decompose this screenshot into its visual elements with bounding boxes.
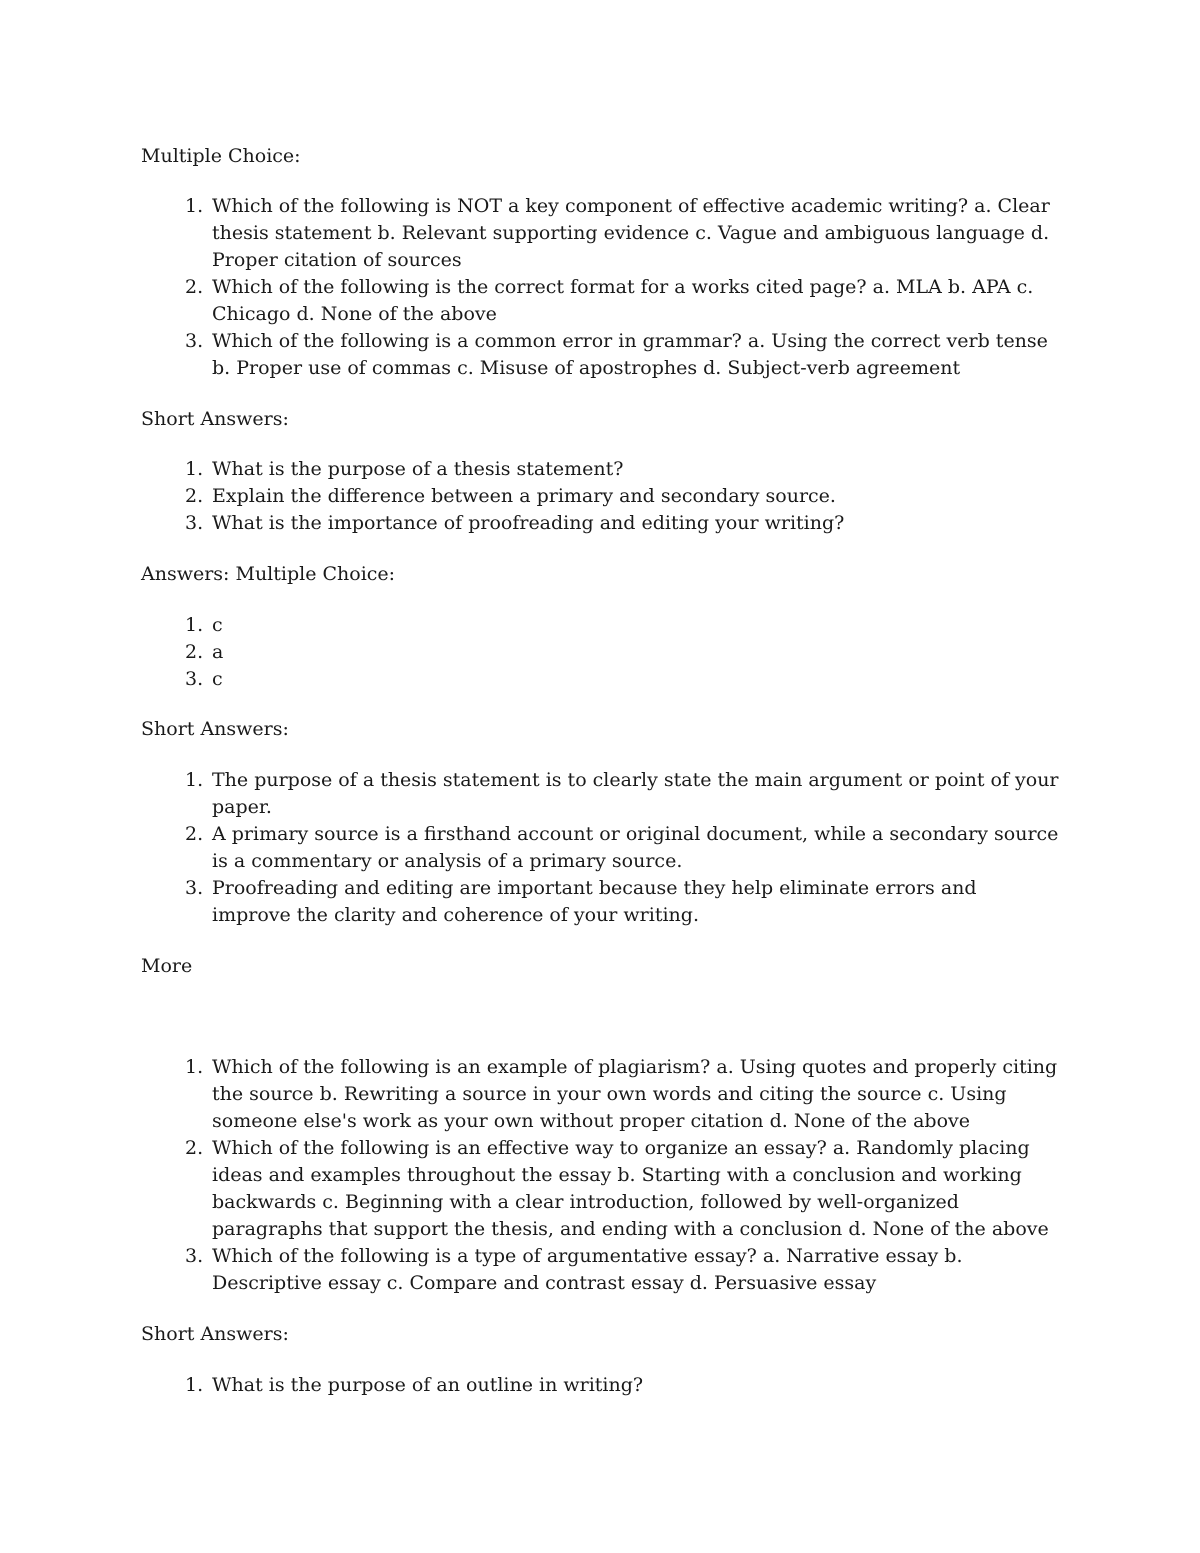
list-item: 3. Which of the following is a type of argumentative essay? a. Narrative essay b. Descriptive essay c. Compare and contrast essay d. Persuasive essay (185, 1245, 963, 1294)
list-item: 3. What is the importance of proofreading and editing your writing? (185, 512, 845, 534)
list-item: 2. Explain the difference between a primary and secondary source. (185, 485, 836, 507)
list-item: 3. Which of the following is a common error in grammar? a. Using the correct verb tense b. Proper use of commas c. Misuse of apostrophes d. Subject-verb agreement (185, 330, 1048, 379)
section-heading-short-answers-more: Short Answers: (141, 1323, 289, 1345)
short-answer-questions-list (141, 456, 1061, 537)
list-item: 1. Which of the following is an example of plagiarism? a. Using quotes and properly citing the source b. Rewriting a source in your own words and citing the source c. Using someone else's work as your own without proper citation d. None of the above (185, 1056, 1058, 1132)
section-heading-answers-multiple-choice: Answers: Multiple Choice: (141, 563, 396, 585)
list-item: 2. Which of the following is an effective way to organize an essay? a. Randomly placing ideas and examples throughout the essay b. Starting with a conclusion and working backwards c. Beginning with a clear introduction, followed by well-organized paragraphs that support the thesis, and ending with a conclusion d. None of the above (185, 1137, 1049, 1240)
short-answers-key-list (141, 767, 1061, 929)
section-heading-short-answers-key: Short Answers: (141, 718, 289, 740)
section-heading-multiple-choice: Multiple Choice: (141, 145, 301, 167)
multiple-choice-list (141, 193, 1061, 382)
list-item: 3. Proofreading and editing are important because they help eliminate errors and improve the clarity and coherence of your writing. (185, 877, 977, 926)
section-heading-short-answers: Short Answers: (141, 408, 289, 430)
list-item: 2. a (185, 641, 224, 663)
list-item: 1. The purpose of a thesis statement is to clearly state the main argument or point of your paper. (185, 769, 1059, 818)
section-heading-more: More (141, 955, 193, 977)
list-item: 1. Which of the following is NOT a key component of effective academic writing? a. Clear thesis statement b. Relevant supporting evidence c. Vague and ambiguous language d. Proper citation of sources (185, 195, 1050, 271)
list-item: 3. c (185, 668, 223, 690)
list-item: 1. What is the purpose of a thesis statement? (185, 458, 624, 480)
list-item: 1. c (185, 614, 223, 636)
list-item: 2. Which of the following is the correct format for a works cited page? a. MLA b. APA c. Chicago d. None of the above (185, 276, 1034, 325)
list-item: 2. A primary source is a firsthand account or original document, while a secondary source is a commentary or analysis of a primary source. (185, 823, 1059, 872)
list-item: 1. What is the purpose of an outline in writing? (185, 1374, 644, 1396)
multiple-choice-answers-list (141, 612, 1061, 693)
more-questions-list (141, 1054, 1061, 1297)
short-answer-more-list (141, 1372, 1061, 1399)
